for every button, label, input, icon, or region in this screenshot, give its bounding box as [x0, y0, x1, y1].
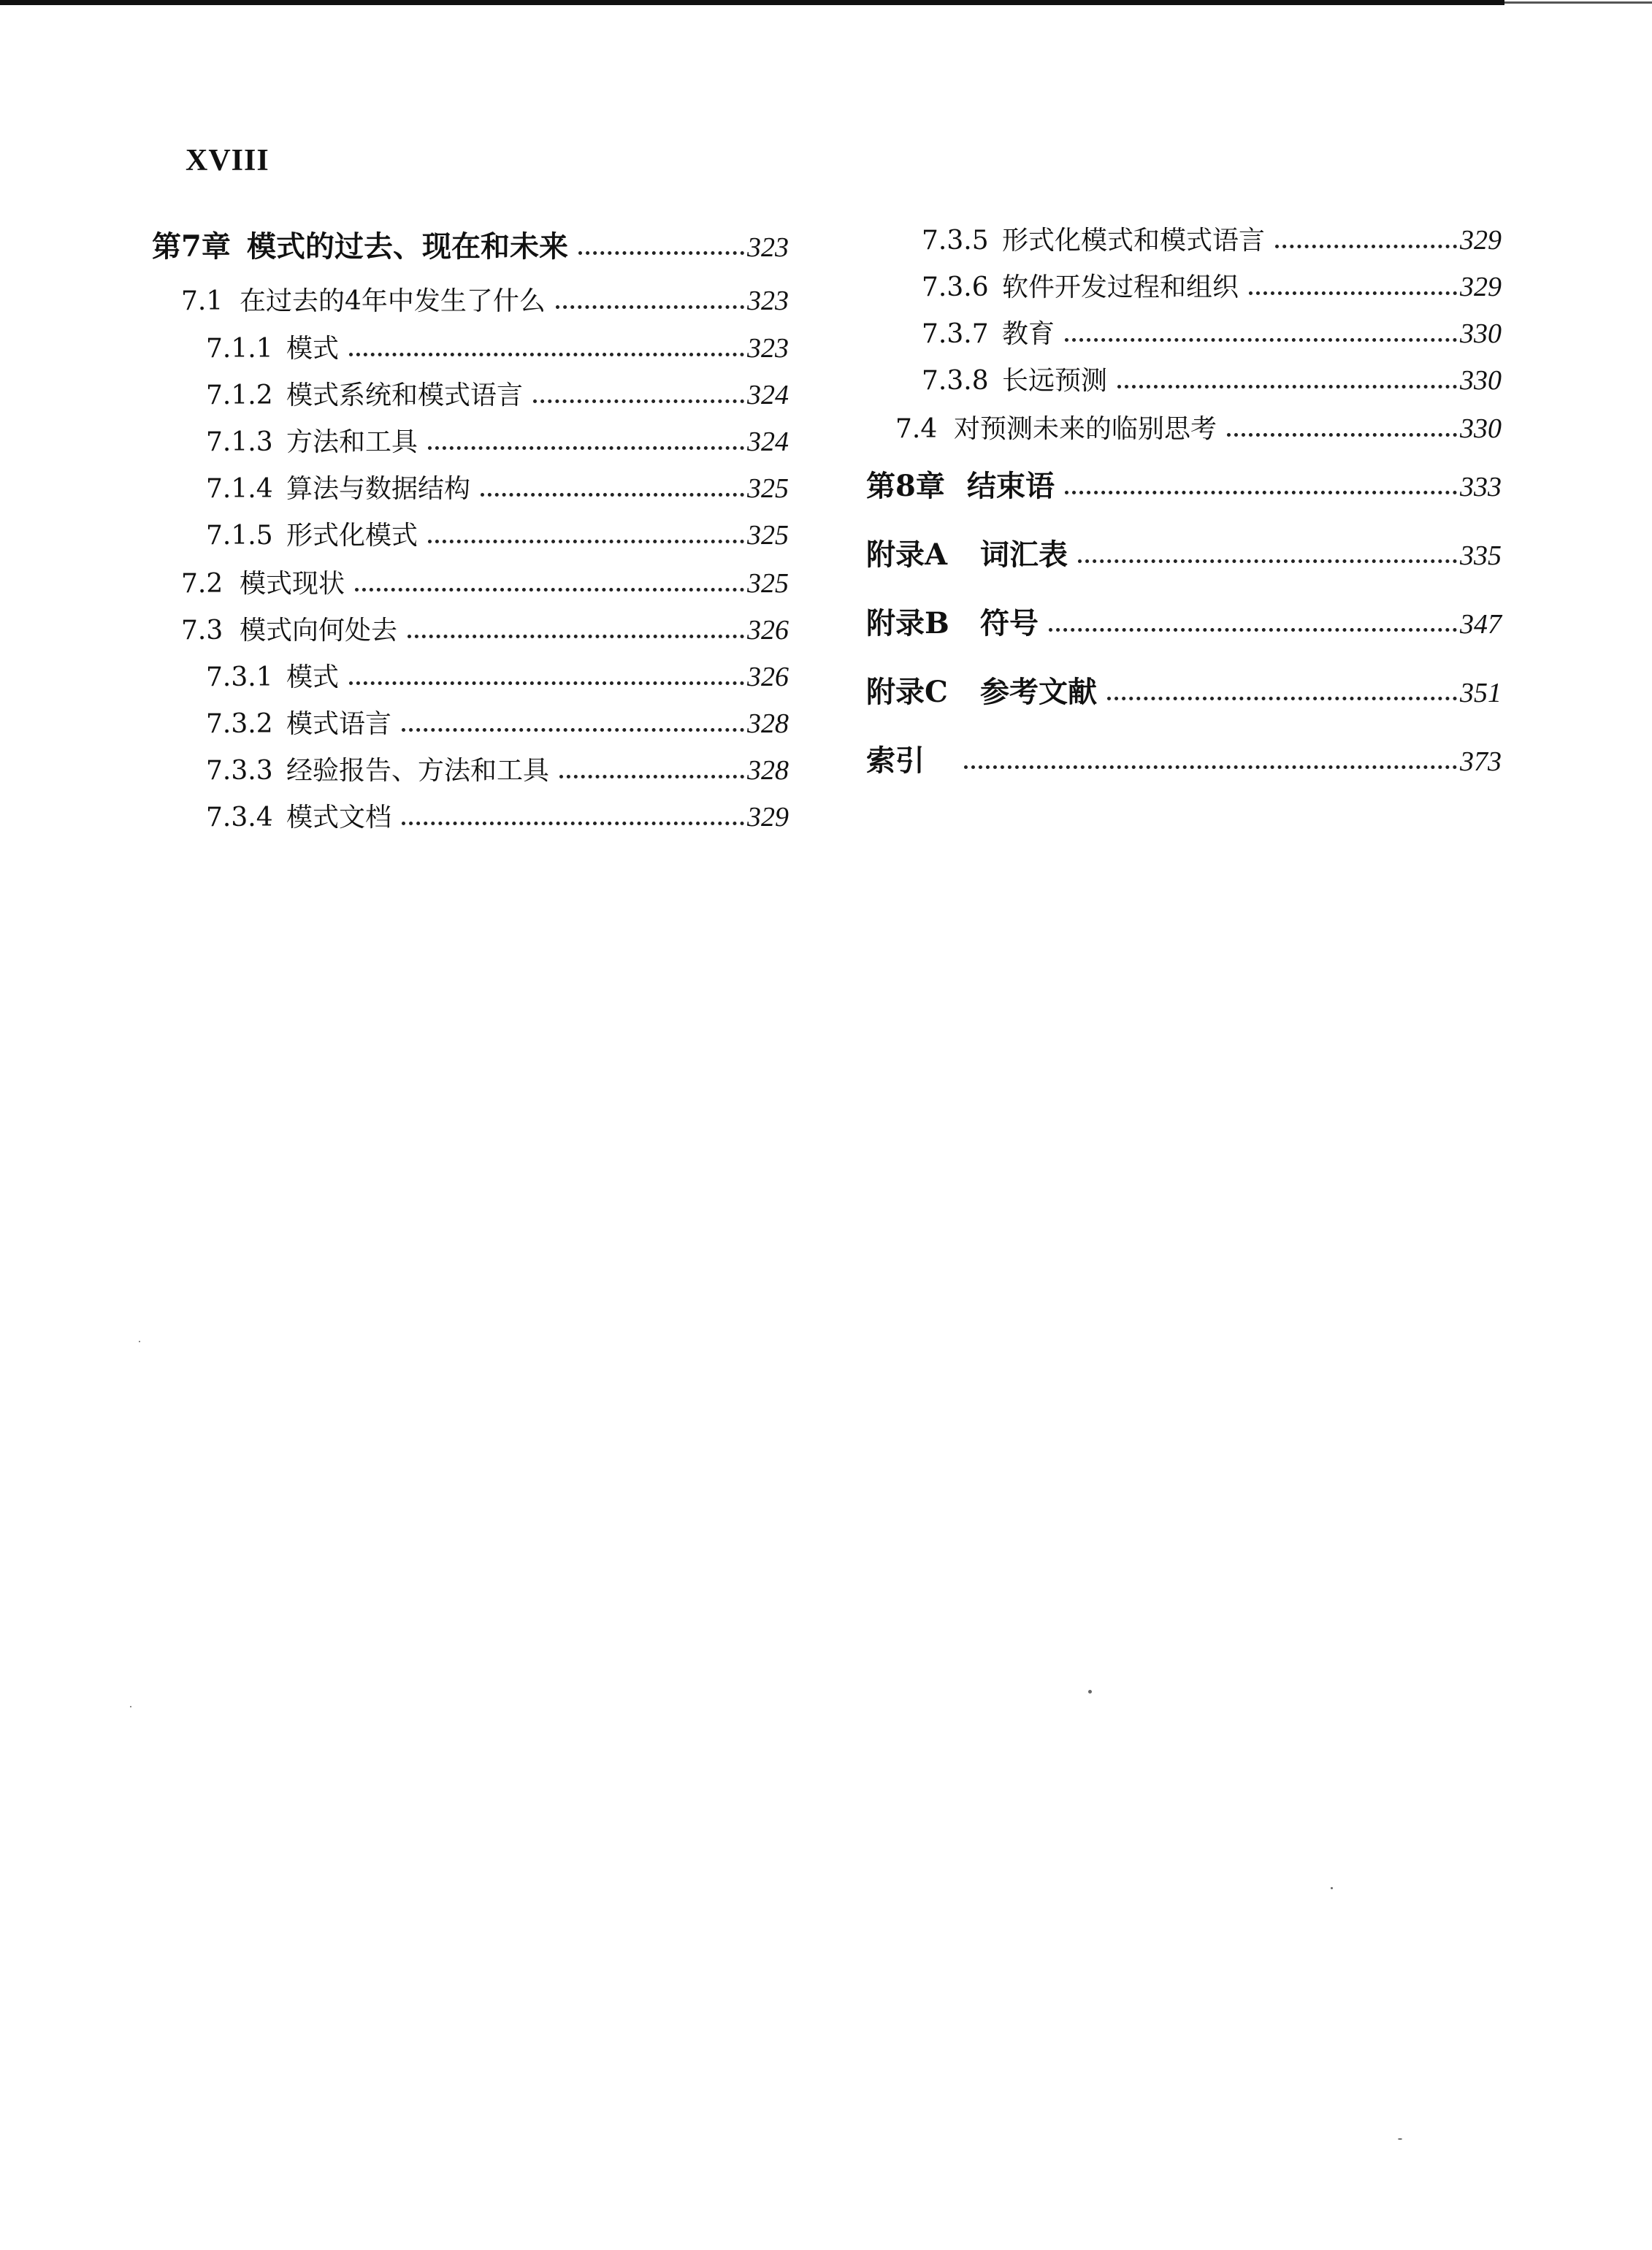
dot-leader	[556, 305, 744, 309]
toc-entry-number: 7.2	[181, 569, 223, 599]
toc-entry-title: 参考文献	[980, 675, 1097, 709]
dot-leader	[1275, 245, 1457, 248]
toc-entry	[866, 606, 1502, 640]
toc-entry-title: 模式系统和模式语言	[286, 380, 524, 410]
toc-entry	[922, 320, 1502, 348]
scan-speck	[1331, 1887, 1333, 1889]
toc-entry	[866, 675, 1502, 709]
dot-leader	[1249, 291, 1457, 295]
dot-leader	[1078, 559, 1457, 563]
dot-leader	[481, 493, 744, 497]
toc-entry-page: 328	[747, 755, 789, 786]
toc-entry	[206, 428, 789, 456]
toc-entry-title: 模式	[286, 662, 340, 692]
toc-entry-number: 7.3.8	[922, 366, 989, 396]
toc-entry-title: 在过去的4年中发生了什么	[240, 286, 546, 316]
toc-entry-page: 373	[1460, 746, 1502, 777]
toc-entry-title: 形式化模式	[286, 521, 418, 551]
toc-entry	[206, 475, 789, 502]
toc-entry-page: 330	[1460, 365, 1502, 396]
toc-entry-title: 模式的过去、现在和未来	[247, 229, 568, 264]
toc-entry-title: 词汇表	[980, 537, 1068, 572]
toc-entry-page: 330	[1460, 413, 1502, 444]
dot-leader	[533, 399, 744, 403]
toc-entry-page: 326	[747, 662, 789, 692]
top-scan-edge	[0, 0, 1504, 5]
dot-leader	[349, 353, 744, 356]
toc-entry-number: 附录C	[866, 675, 948, 709]
toc-entry-title: 算法与数据结构	[286, 474, 471, 504]
toc-entry-number: 第8章	[866, 469, 945, 503]
toc-entry	[895, 415, 1502, 443]
toc-entry-number: 第7章	[152, 229, 231, 264]
toc-entry-page: 323	[747, 232, 789, 263]
toc-entry-page: 329	[1460, 272, 1502, 302]
toc-entry	[206, 334, 789, 362]
scan-speck	[1398, 2138, 1402, 2140]
toc-entry	[206, 521, 789, 549]
toc-entry-number: 7.3.3	[206, 756, 273, 786]
toc-entry-number: 7.1.4	[206, 474, 273, 504]
toc-entry-number: 7.3.5	[922, 226, 989, 256]
toc-entry-page: 333	[1460, 472, 1502, 502]
dot-leader	[964, 765, 1457, 769]
toc-entry-number: 附录B	[866, 606, 949, 640]
toc-entry-title: 对预测未来的临别思考	[954, 414, 1217, 444]
toc-entry-number: 7.1.2	[206, 380, 273, 410]
top-scan-edge-thin	[1504, 1, 1652, 4]
toc-entry-title: 模式文档	[286, 803, 392, 833]
toc-entry-title: 模式向何处去	[240, 616, 398, 646]
toc-entry-title: 软件开发过程和组织	[1002, 272, 1239, 302]
toc-entry-page: 326	[747, 615, 789, 646]
toc-entry-page: 324	[747, 380, 789, 410]
toc-entry	[181, 287, 789, 315]
toc-entry-number: 7.1	[181, 286, 223, 316]
dot-leader	[402, 728, 744, 732]
toc-entry-page: 328	[747, 708, 789, 739]
toc-entry	[206, 710, 789, 738]
dot-leader	[1049, 628, 1457, 632]
scan-speck	[130, 1706, 131, 1707]
dot-leader	[408, 635, 744, 638]
toc-entry	[206, 803, 789, 831]
toc-entry-page: 329	[1460, 225, 1502, 256]
toc-entry-page: 325	[747, 520, 789, 551]
toc-entry	[181, 616, 789, 644]
toc-entry-number: 7.1.5	[206, 521, 273, 551]
toc-entry-title: 经验报告、方法和工具	[286, 756, 550, 786]
toc-entry-page: 324	[747, 426, 789, 457]
dot-leader	[1117, 385, 1457, 389]
toc-entry	[922, 273, 1502, 301]
dot-leader	[1107, 697, 1457, 700]
toc-entry-title: 方法和工具	[286, 427, 418, 457]
toc-entry	[206, 663, 789, 691]
toc-entry-number: 7.1.1	[206, 334, 273, 364]
toc-entry	[866, 743, 1502, 778]
toc-entry-number: 附录A	[866, 537, 948, 572]
toc-entry-title: 教育	[1002, 319, 1055, 349]
toc-entry-page: 323	[747, 333, 789, 364]
dot-leader	[578, 251, 744, 255]
toc-entry-page: 325	[747, 568, 789, 599]
toc-entry-number: 7.3.1	[206, 662, 273, 692]
toc-entry-number: 7.3.2	[206, 709, 273, 739]
toc-entry-page: 347	[1460, 609, 1502, 640]
toc-entry-number: 7.3.7	[922, 319, 989, 349]
toc-entry	[152, 229, 789, 264]
dot-leader	[349, 681, 744, 685]
toc-entry	[922, 367, 1502, 394]
scan-speck	[1088, 1690, 1092, 1694]
toc-entry-title: 结束语	[967, 469, 1055, 503]
dot-leader	[1065, 338, 1457, 342]
toc-entry-title: 符号	[980, 606, 1039, 640]
toc-entry-title: 长远预测	[1002, 366, 1108, 396]
dot-leader	[355, 588, 744, 592]
dot-leader	[559, 775, 744, 778]
toc-entry-page: 351	[1460, 678, 1502, 708]
toc-entry-page: 323	[747, 286, 789, 316]
toc-entry	[206, 381, 789, 409]
toc-entry-page: 329	[747, 802, 789, 833]
toc-entry-number: 索引	[866, 743, 925, 778]
toc-entry-page: 330	[1460, 318, 1502, 349]
toc-entry-title: 模式	[286, 334, 340, 364]
page-number: XVIII	[186, 144, 269, 177]
toc-entry-number: 7.3	[181, 616, 223, 646]
toc-entry-number: 7.1.3	[206, 427, 273, 457]
toc-entry-page: 335	[1460, 540, 1502, 571]
dot-leader	[1065, 491, 1457, 494]
toc-entry-title: 模式语言	[286, 709, 392, 739]
toc-entry-number: 7.3.4	[206, 803, 273, 833]
toc-entry-number: 7.3.6	[922, 272, 989, 302]
toc-entry-title: 模式现状	[240, 569, 345, 599]
toc-entry	[206, 757, 789, 784]
scan-speck	[139, 1341, 140, 1342]
dot-leader	[428, 540, 744, 543]
dot-leader	[1227, 433, 1457, 437]
dot-leader	[428, 446, 744, 450]
dot-leader	[402, 822, 744, 825]
toc-entry	[866, 469, 1502, 503]
toc-entry	[866, 537, 1502, 572]
toc-entry-title: 形式化模式和模式语言	[1002, 226, 1266, 256]
toc-entry-page: 325	[747, 473, 789, 504]
toc-entry	[181, 570, 789, 597]
toc-entry-number: 7.4	[895, 414, 938, 444]
toc-entry	[922, 226, 1502, 254]
